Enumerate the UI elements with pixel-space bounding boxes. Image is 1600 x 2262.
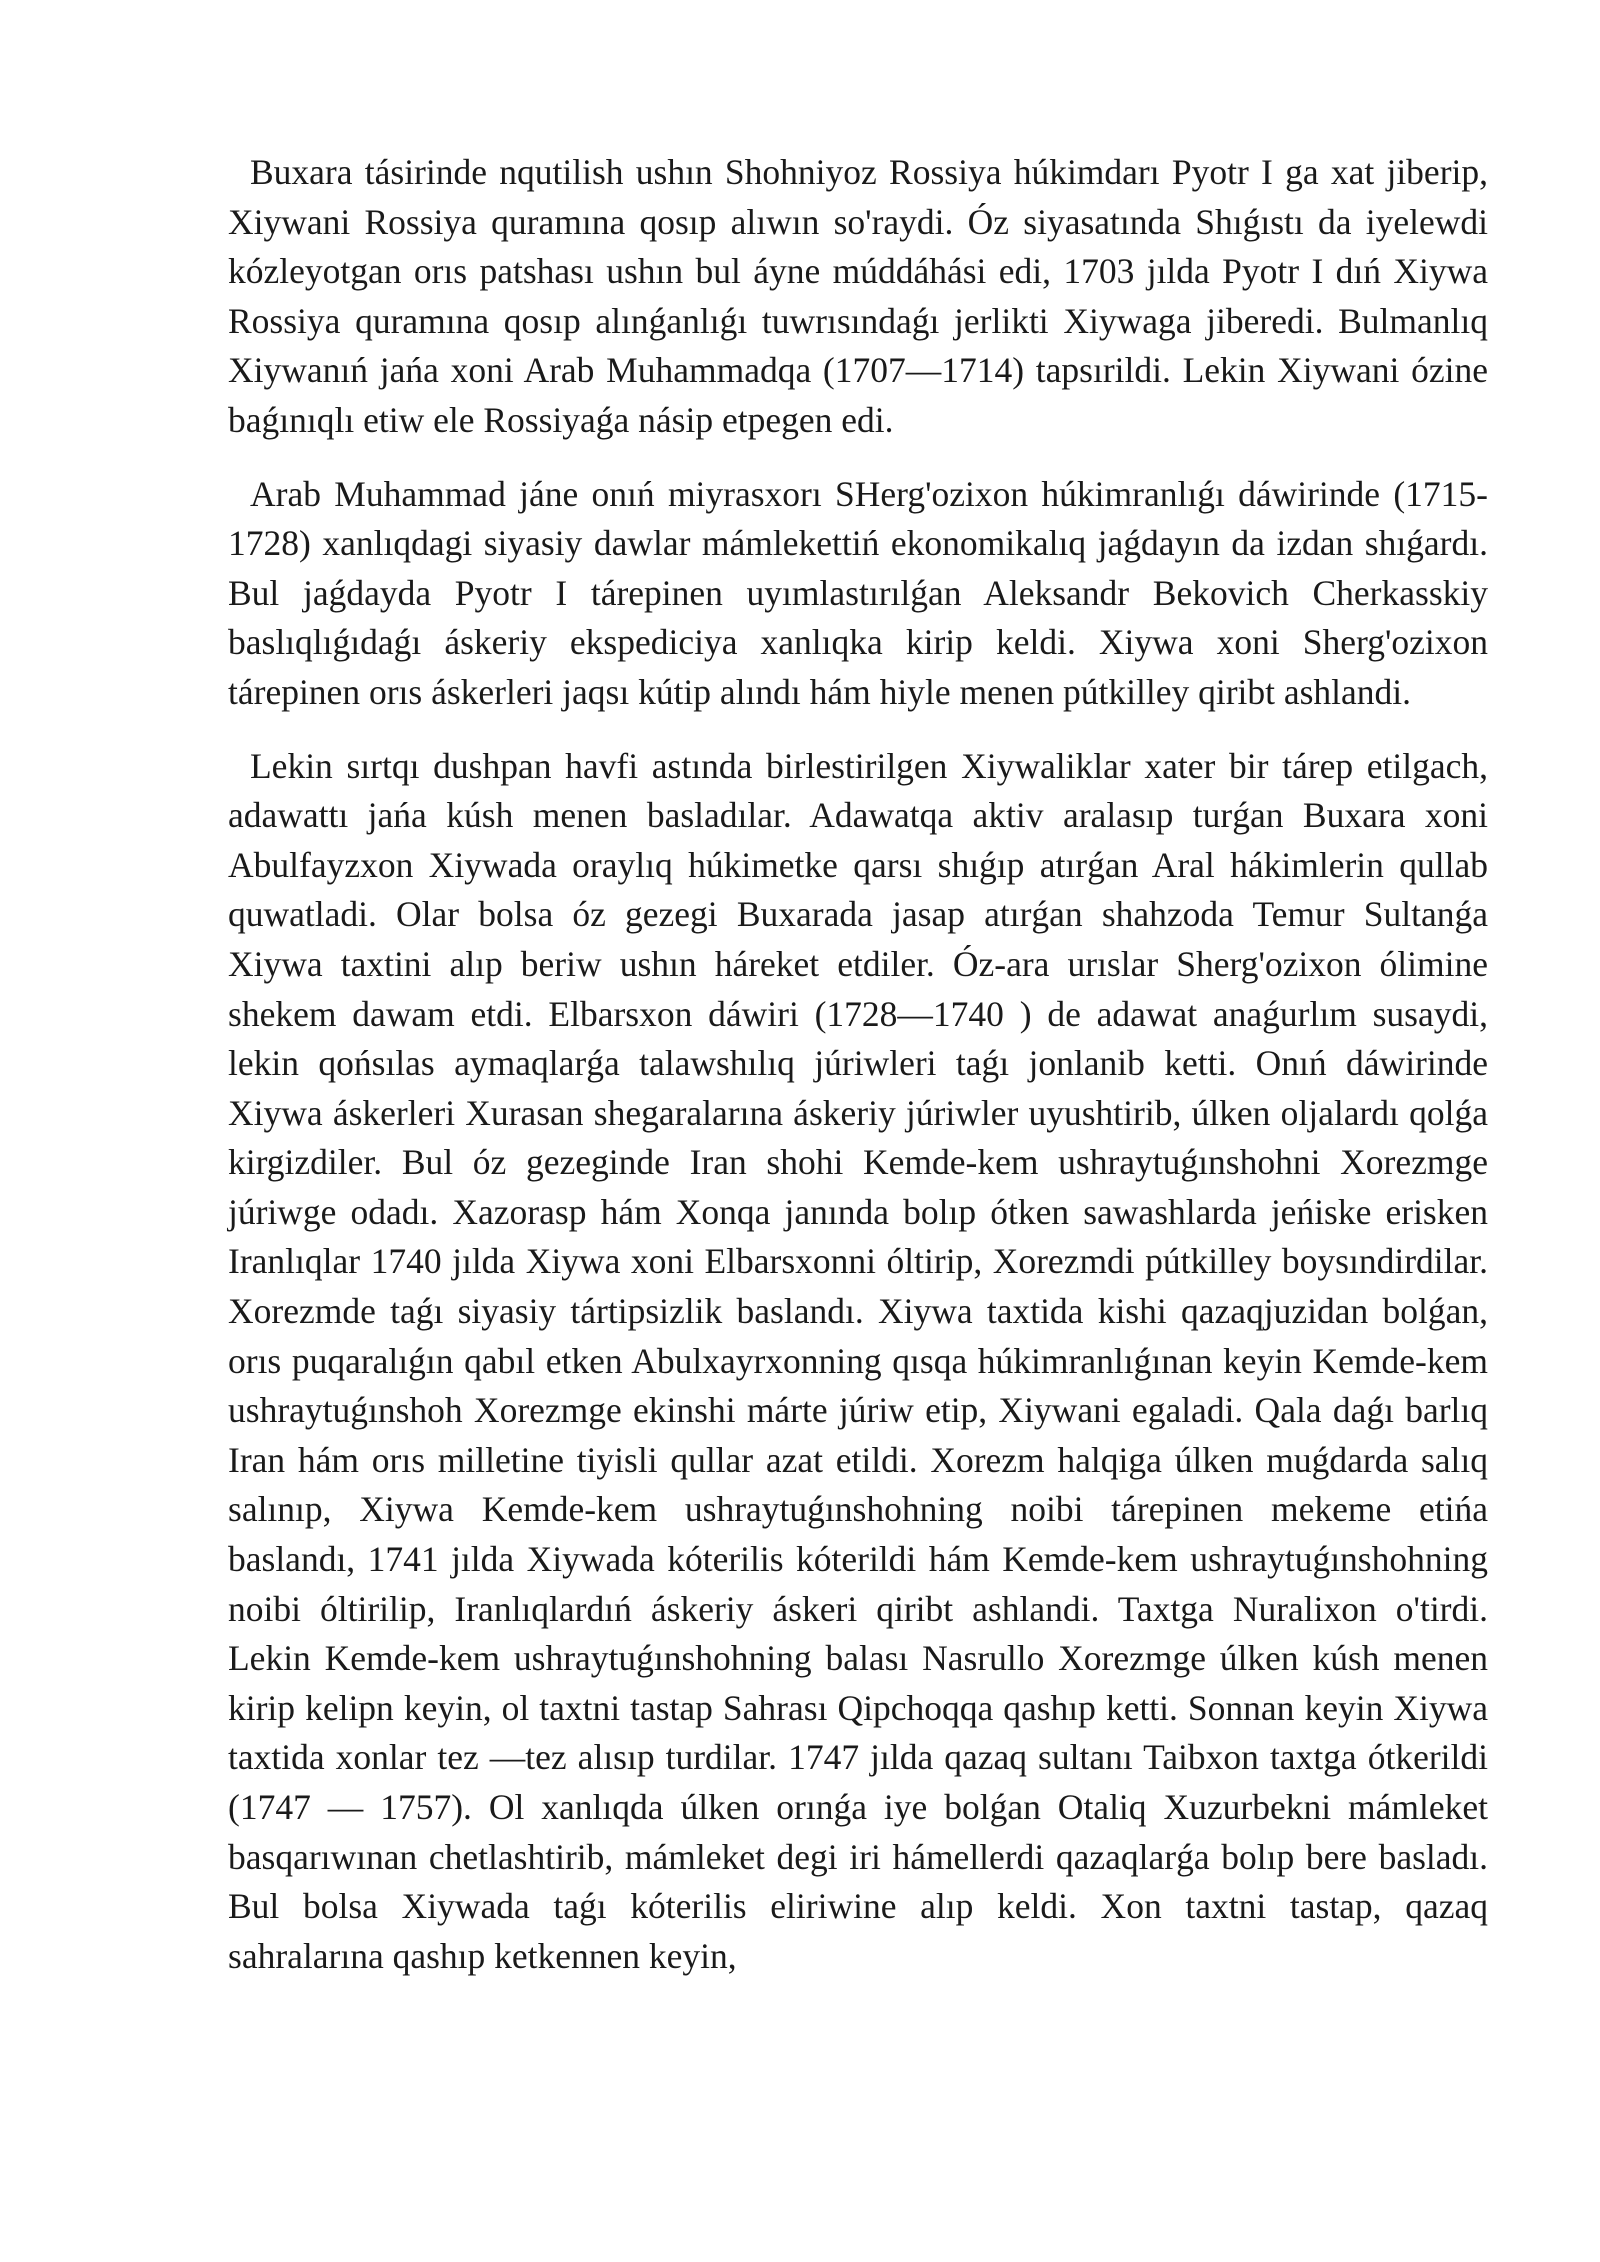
paragraph-2: Arab Muhammad jáne onıń miyrasxorı SHerg'ozixon húkimranlıǵı dáwirinde (1715-1728) xanlıqdagi siyasiy dawlar mámlekettiń ekonomikalıq jaǵdayın da izdan shıǵardı. Bul jaǵdayda Pyotr I tárepinen uyımlastırılǵan Aleksandr Bekovich Cherkasskiy baslıqlıǵıdaǵı áskeriy ekspediciya xanlıqka kirip keldi. Xiywa xoni Sherg'ozixon tárepinen orıs áskerleri jaqsı kútip alındı hám hiyle menen pútkilley qiribt ashlandi. xyxy=(228,473,1488,712)
paragraph-1: Buxara tásirinde nqutilish ushın Shohniyoz Rossiya húkimdarı Pyotr I ga xat jiberip, Xiywani Rossiya quramına qosıp alıwın so'raydi. Óz siyasatında Shıǵıstı da iyelewdi kózleyotgan orıs patshası ushın bul áyne múddáhási edi, 1703 jılda Pyotr I dıń Xiywa Rossiya quramına qosıp alınǵanlıǵı tuwrısındaǵı jerlikti Xiywaga jiberedi. Bulmanlıq Xiywanıń jańa xoni Arab Muhammadqa (1707—1714) tapsırildi. Lekin Xiywani ózine baǵınıqlı etiw ele Rossiyaǵa násip etpegen edi. xyxy=(228,152,1488,440)
paragraph-3: Lekin sırtqı dushpan havfi astında birlestirilgen Xiywaliklar xater bir tárep etilgach, adawattı jańa kúsh menen basladılar. Adawatqa aktiv aralasıp turǵan Buxara xoni Abulfayzxon Xiywada oraylıq húkimetke qarsı shıǵıp atırǵan Aral hákimlerin qullab quwatladi. Olar bolsa óz gezegi Buxarada jasap atırǵan shahzoda Temur Sultanǵa Xiywa taxtini alıp beriw ushın háreket etdiler. Óz-ara urıslar Sherg'ozixon ólimine shekem dawam etdi. Elbarsxon dáwiri (1728—1740 ) de adawat anaǵurlım susaydi, lekin qońsılas aymaqlarǵa talawshılıq júriwleri taǵı jonlanib ketti. Onıń dáwirinde Xiywa áskerleri Xurasan shegaralarına áskeriy júriwler uyushtirib, úlken oljalardı qolǵa kirgizdiler. Bul óz gezeginde Iran shohi Kemde-kem ushraytuǵınshohni Xorezmge júriwge odadı. Xazorasp hám Xonqa janında bolıp ótken sawashlarda jeńiske erisken Iranlıqlar 1740 jılda Xiywa xoni Elbarsxonni óltirip, Xorezmdi pútkilley boysındirdilar. Xorezmde taǵı siyasiy tártipsizlik baslandı. Xiywa taxtida kishi qazaqjuzidan bolǵan, orıs puqaralıǵın qabıl etken Abulxayrxonning qısqa húkimranlıǵınan keyin Kemde-kem ushraytuǵınshoh Xorezmge ekinshi márte júriw etip, Xiywani egaladi. Qala daǵı barlıq Iran hám orıs milletine tiyisli qullar azat etildi. Xorezm halqiga úlken muǵdarda salıq salınıp, Xiywa Kemde-kem ushraytuǵınshohning noibi tárepinen mekeme etińa baslandı, 1741 jılda Xiywada kóterilis kóterildi hám Kemde-kem ushraytuǵınshohning noibi óltirilip, Iranlıqlardıń áskeriy áskeri qiribt ashlandi. Taxtga Nuralixon o'tirdi. Lekin Kemde-kem ushraytuǵınshohning balası Nasrullo Xorezmge úlken kúsh menen kirip kelipn keyin, ol taxtni tastap Sahrası Qipchoqqa qashıp ketti. Sonnan keyin Xiywa taxtida xonlar tez —tez alısıp turdilar. 1747 jılda qazaq sultanı Taibxon taxtga ótkerildi (1747 — 1757). Ol xanlıqda úlken orınǵa iye bolǵan Otaliq Xuzurbekni mámleket basqarıwınan chetlashtirib, mámleket degi iri hámellerdi qazaqlarǵa bolıp bere basladı. Bul bolsa Xiywada taǵı kóterilis eliriwine alıp keldi. Xon taxtni tastap, qazaq sahralarına qashıp ketkennen keyin, xyxy=(228,745,1488,1976)
document-page xyxy=(228,148,1488,2005)
